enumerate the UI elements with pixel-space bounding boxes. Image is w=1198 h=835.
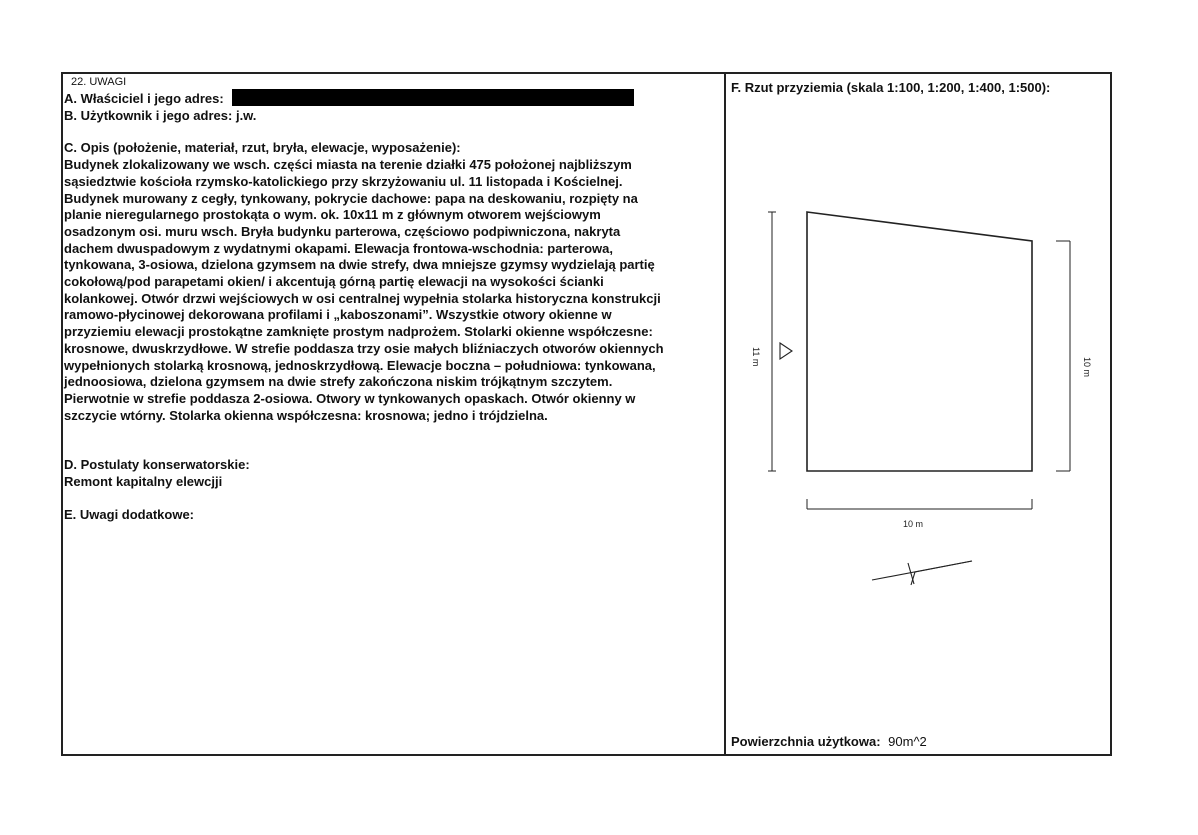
description-line: jednoosiowa, dzielona gzymsem na dwie strefy zakończona niskim trójkątnym szczytem. xyxy=(64,374,613,390)
description-line: tynkowana, 3-osiowa, dzielona gzymsem na dwie strefy, dwa mniejsze gzymsy wydzielają partię xyxy=(64,257,655,273)
usable-area-row xyxy=(731,734,927,749)
description-line: krosnowe, dwuskrzydłowe. W strefie poddasza trzy osie małych bliźniaczych otworów okiennych xyxy=(64,340,664,356)
usable-area-label: Powierzchnia użytkowa: xyxy=(731,734,881,749)
description-line: sąsiedztwie kościoła rzymsko-katolickiego przy skrzyżowaniu ul. 11 listopada i Kościelnej. xyxy=(64,173,623,189)
dim-label-right: 10 m xyxy=(1082,357,1092,378)
description-line: szczycie wtórny. Stolarka okienna współczesna: krosnowa; jedno i trójdzielna. xyxy=(64,407,548,423)
description-heading: C. Opis (położenie, materiał, rzut, bryła, elewacje, wyposażenie): xyxy=(64,140,461,156)
conservation-value: Remont kapitalny elewcjji xyxy=(64,474,223,490)
user-value: j.w. xyxy=(235,107,257,123)
column-divider xyxy=(724,72,726,756)
north-arrow-icon xyxy=(872,561,972,585)
description-line: osadzonym osi. muru wsch. Bryła budynku parterowa, częściowo podpiwniczona, nakryta xyxy=(64,223,621,239)
conservation-heading: D. Postulaty konserwatorskie: xyxy=(64,457,250,473)
dim-label-left: 11 m xyxy=(751,347,761,367)
redaction-bar xyxy=(232,89,634,106)
dim-label-bottom: 10 m xyxy=(903,519,924,529)
building-outline xyxy=(807,212,1032,471)
description-line: Pierwotnie w strefie poddasza 2-osiowa. Otwory w tynkowanych opaskach. Otwór okienny w xyxy=(64,390,636,406)
entrance-marker-icon xyxy=(780,343,792,359)
owner-row xyxy=(64,89,722,108)
usable-area-value: 90m^2 xyxy=(888,734,927,749)
additional-heading: E. Uwagi dodatkowe: xyxy=(64,506,195,522)
description-text xyxy=(64,157,722,424)
section-header: 22. UWAGI xyxy=(71,76,127,88)
description-line: dachem dwuspadowym z wydatnymi okapami. Elewacja frontowa-wschodnia: parterowa, xyxy=(64,240,614,256)
description-line: wypełnionych stolarką krosnową, jednoskrzydłową. Elewacje boczna – południowa: tynkowana, xyxy=(64,357,656,373)
floor-plan-drawing xyxy=(740,195,1100,590)
description-line: Budynek murowany z cegły, tynkowany, pokrycie dachowe: papa na deskowaniu, rozpięty na xyxy=(64,190,638,206)
description-line: Budynek zlokalizowany we wsch. części miasta na terenie działki 475 położonej najbliższym xyxy=(64,157,632,173)
description-line: planie nieregularnego prostokąta o wym. ok. 10x11 m z głównym otworem wejściowym xyxy=(64,207,601,223)
description-line: cokołową/pod parapetami okien/ i akcentują górną partię elewacji na wysokości ścianki xyxy=(64,274,604,290)
floor-plan-title: F. Rzut przyziemia (skala 1:100, 1:200, 1:400, 1:500): xyxy=(731,80,1051,95)
description-line: przyziemiu elewacji prostokątne zamknięte prostym nadprożem. Stolarki okienne współczesne: xyxy=(64,324,653,340)
description-line: ramowo-płycinowej dekorowana profilami i „kaboszonami”. Wszystkie otwory okienne w xyxy=(64,307,612,323)
description-line: kolankowej. Otwór drzwi wejściowych w osi centralnej wypełnia stolarka historyczna konstrukcji xyxy=(64,290,661,306)
user-row xyxy=(64,108,722,125)
notes-column xyxy=(64,76,722,523)
owner-label: A. Właściciel i jego adres: xyxy=(64,91,224,106)
user-label: B. Użytkownik i jego adres: xyxy=(64,107,233,123)
